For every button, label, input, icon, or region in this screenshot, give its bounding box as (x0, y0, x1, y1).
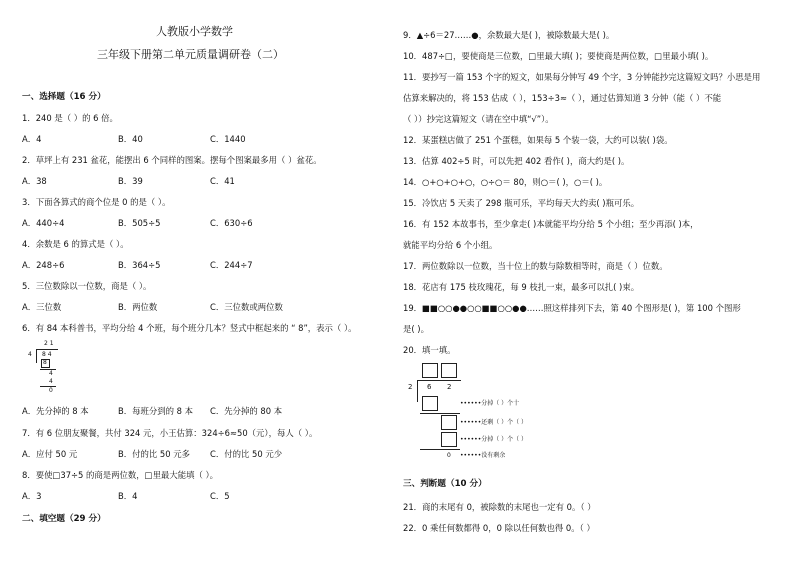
q20-bracket-top (417, 380, 461, 381)
q6-option-a[interactable]: A．先分掉的 8 本 (22, 406, 89, 416)
q8-option-c[interactable]: C．5 (210, 491, 230, 501)
q20-division-diagram (403, 360, 563, 464)
question-11-line3: （ ））抄完这篇短文（请在空中填“√”）。 (403, 114, 554, 124)
question-10: 10．487÷□，要使商是三位数，□里最大填( )；要使商是两位数，□里最小填( )。 (403, 51, 714, 61)
q4-option-b[interactable]: B．364÷5 (118, 260, 161, 270)
q20-line-2 (420, 449, 460, 450)
q6-divisor: 4 (28, 351, 32, 358)
question-17: 17．两位数除以一位数，当十位上的数与除数相等时，商是（ ）位数。 (403, 261, 668, 271)
question-21: 21．商的末尾有 0，被除数的末尾也一定有 0。（ ） (403, 502, 596, 512)
q20-step4-label: ••••••没有剩余 (460, 452, 506, 459)
question-15: 15．冷饮店 5 天卖了 298 瓶可乐，平均每天大约卖( )瓶可乐。 (403, 198, 640, 208)
q6-row-2: 4 (49, 378, 53, 385)
question-11-line1: 11．要抄写一篇 153 个字的短文，如果每分钟写 49 个字，3 分钟能抄完这篇短文吗？小思是用 (403, 72, 761, 82)
q20-quotient-box-1[interactable] (422, 363, 438, 378)
question-6: 6．有 84 本科普书，平均分给 4 个班，每个班分几本？竖式中框起来的 “ 8”，表示（ ）。 (22, 323, 357, 333)
q4-option-a[interactable]: A．248÷6 (22, 260, 65, 270)
q7-option-a[interactable]: A．应付 50 元 (22, 449, 78, 459)
q20-step3-box[interactable] (441, 432, 457, 447)
q3-option-b[interactable]: B．505÷5 (118, 218, 161, 228)
q20-step2-label: ••••••还剩（ ）个（ ） (460, 419, 528, 426)
q20-dividend-ones: 2 (447, 383, 452, 391)
question-3: 3．下面各算式的商个位是 0 的是（ ）。 (22, 197, 171, 207)
q2-option-c[interactable]: C．41 (210, 176, 235, 186)
question-18: 18．花店有 175 枝玫瑰花，每 9 枝扎一束，最多可以扎( )束。 (403, 282, 640, 292)
question-11-line2: 估算来解决的，将 153 估成（ ），153÷3≈（ ），通过估算知道 3 分钟（能（ ）不能 (403, 93, 722, 103)
q5-option-a[interactable]: A．三位数 (22, 302, 62, 312)
q4-option-c[interactable]: C．244÷7 (210, 260, 253, 270)
q7-option-c[interactable]: C．付的比 50 元少 (210, 449, 283, 459)
q20-quotient-box-2[interactable] (441, 363, 457, 378)
section-judge: 三、判断题（10 分） (403, 479, 487, 489)
q1-option-c[interactable]: C．1440 (210, 134, 246, 144)
q20-remainder-zero: 0 (447, 452, 451, 459)
q20-step1-label: ••••••分掉（ ）个十 (460, 400, 520, 407)
question-2: 2．草坪上有 231 盆花，能摆出 6 个同样的图案。摆每个图案最多用（ ）盆花。 (22, 155, 322, 165)
q20-divisor: 2 (408, 383, 413, 391)
section-choice: 一、选择题（16 分） (22, 92, 106, 102)
question-5: 5．三位数除以一位数，商是（ ）。 (22, 281, 152, 291)
q6-boxed-value: 8 (43, 359, 47, 366)
q20-line-1 (420, 413, 460, 414)
q20-step3-label: ••••••分掉（ ）个（ ） (460, 436, 528, 443)
q2-option-b[interactable]: B．39 (118, 176, 143, 186)
q6-bracket-side (36, 349, 37, 363)
question-16-line1: 16．有 152 本故事书，至少拿走( )本就能平均分给 5 个小组；至少再添( )本， (403, 219, 699, 229)
q20-bracket-side (417, 380, 418, 402)
title-line2: 三年级下册第二单元质量调研卷（二） (97, 48, 284, 61)
q8-option-a[interactable]: A．3 (22, 491, 42, 501)
q3-option-c[interactable]: C．630÷6 (210, 218, 253, 228)
question-12: 12．某蛋糕店做了 251 个蛋糕，如果每 5 个装一袋，大约可以装( )袋。 (403, 135, 673, 145)
q8-option-b[interactable]: B．4 (118, 491, 138, 501)
q1-option-a[interactable]: A．4 (22, 134, 42, 144)
question-9: 9．▲÷6＝27……●，余数最大是( )，被除数最大是( )。 (403, 30, 615, 40)
question-1: 1．240 是（ ）的 6 倍。 (22, 113, 118, 123)
question-20: 20．填一填。 (403, 345, 456, 355)
question-16-line2: 就能平均分给 6 个小组。 (403, 240, 498, 250)
q2-option-a[interactable]: A．38 (22, 176, 47, 186)
q6-line-2 (40, 386, 56, 387)
q6-row-3: 0 (49, 387, 53, 394)
q6-row-1: 4 (49, 370, 53, 377)
title-line1: 人教版小学数学 (156, 25, 233, 38)
q20-step1-box[interactable] (422, 396, 438, 411)
q5-option-c[interactable]: C．三位数或两位数 (210, 302, 283, 312)
question-22: 22．0 乘任何数都得 0，0 除以任何数也得 0。（ ） (403, 523, 595, 533)
section-fill: 二、填空题（29 分） (22, 514, 106, 524)
question-13: 13．估算 402÷5 时，可以先把 402 看作( )，商大约是( )。 (403, 156, 630, 166)
q6-long-division (22, 340, 62, 396)
q6-quotient: 2 1 (44, 340, 54, 347)
q1-option-b[interactable]: B．40 (118, 134, 143, 144)
question-19-line2: 是( )。 (403, 324, 429, 334)
question-14: 14．○+○+○+○，○÷○＝ 80，则○＝( )，○＝( )。 (403, 177, 608, 187)
q3-option-a[interactable]: A．440÷4 (22, 218, 65, 228)
q6-line-1 (40, 369, 56, 370)
q6-option-c[interactable]: C．先分掉的 80 本 (210, 406, 283, 416)
question-19-line1: 19．■■○○●●○○■■○○●●……照这样排列下去，第 40 个图形是( )，第 100 个图形 (403, 303, 741, 313)
q20-dividend-tens: 6 (427, 383, 432, 391)
q5-option-b[interactable]: B．两位数 (118, 302, 158, 312)
question-4: 4．余数是 6 的算式是（ ）。 (22, 239, 129, 249)
question-8: 8．要使□37÷5 的商是两位数，□里最大能填（ ）。 (22, 470, 219, 480)
q6-dividend: 8 4 (42, 351, 52, 358)
q7-option-b[interactable]: B．付的比 50 元多 (118, 449, 190, 459)
question-7: 7．有 6 位朋友聚餐，共付 324 元，小王估算：324÷6≈50（元），每人（ ）。 (22, 428, 318, 438)
q6-option-b[interactable]: B．每班分到的 8 本 (118, 406, 194, 416)
q20-step2-box[interactable] (441, 415, 457, 430)
q6-bracket-top (36, 349, 58, 350)
